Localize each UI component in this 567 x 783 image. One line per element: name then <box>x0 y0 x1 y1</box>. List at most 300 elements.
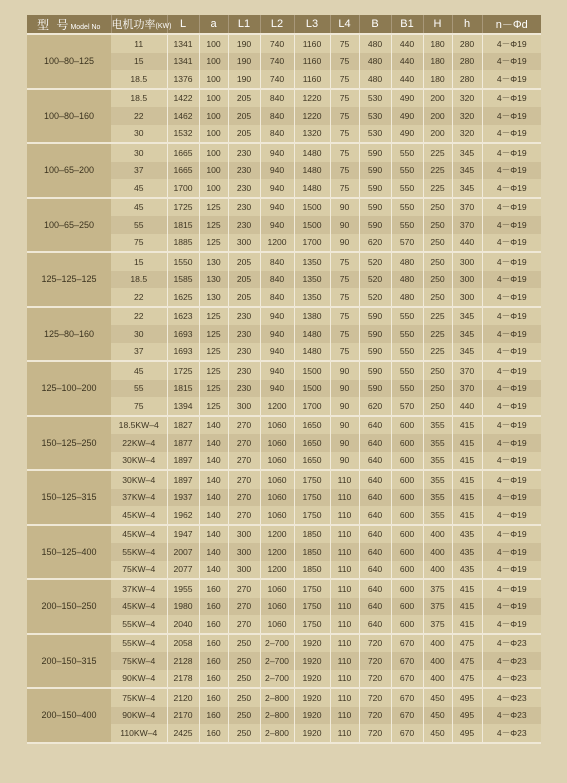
value-cell: 75 <box>330 252 359 271</box>
value-cell: 4－Φ19 <box>482 615 541 634</box>
value-cell: 2058 <box>167 634 199 653</box>
value-cell: 840 <box>260 125 294 144</box>
value-cell: 475 <box>452 670 482 689</box>
value-cell: 160 <box>199 634 228 653</box>
motor-power-cell: 30 <box>111 125 167 144</box>
value-cell: 75 <box>330 70 359 89</box>
table-row <box>27 634 541 653</box>
value-cell: 140 <box>199 416 228 435</box>
motor-power-cell: 22KW–4 <box>111 434 167 452</box>
value-cell: 1060 <box>260 416 294 435</box>
value-cell: 600 <box>391 615 423 634</box>
value-cell: 100 <box>199 70 228 89</box>
value-cell: 440 <box>391 34 423 53</box>
value-cell: 1665 <box>167 162 199 180</box>
value-cell: 320 <box>452 89 482 108</box>
value-cell: 370 <box>452 380 482 398</box>
value-cell: 110 <box>330 688 359 707</box>
value-cell: 370 <box>452 361 482 380</box>
value-cell: 600 <box>391 489 423 507</box>
value-cell: 550 <box>391 343 423 362</box>
value-cell: 640 <box>359 561 391 580</box>
value-cell: 620 <box>359 397 391 416</box>
value-cell: 100 <box>199 34 228 53</box>
header-B1: B1 <box>391 15 423 34</box>
motor-power-cell: 45 <box>111 198 167 217</box>
value-cell: 345 <box>452 143 482 162</box>
value-cell: 1500 <box>294 216 330 234</box>
value-cell: 300 <box>228 234 260 253</box>
header-model-sub: Model No <box>70 23 101 31</box>
value-cell: 75 <box>330 143 359 162</box>
value-cell: 520 <box>359 252 391 271</box>
value-cell: 270 <box>228 416 260 435</box>
spec-table-container <box>27 15 541 744</box>
value-cell: 1920 <box>294 634 330 653</box>
value-cell: 250 <box>228 652 260 670</box>
value-cell: 205 <box>228 271 260 289</box>
value-cell: 320 <box>452 107 482 125</box>
value-cell: 550 <box>391 361 423 380</box>
value-cell: 160 <box>199 688 228 707</box>
value-cell: 110 <box>330 652 359 670</box>
value-cell: 550 <box>391 307 423 326</box>
table-row <box>27 307 541 326</box>
value-cell: 200 <box>423 125 452 144</box>
motor-power-cell: 37 <box>111 343 167 362</box>
value-cell: 415 <box>452 470 482 489</box>
value-cell: 100 <box>199 107 228 125</box>
value-cell: 375 <box>423 579 452 598</box>
value-cell: 140 <box>199 470 228 489</box>
value-cell: 1480 <box>294 162 330 180</box>
value-cell: 300 <box>228 561 260 580</box>
value-cell: 75 <box>330 271 359 289</box>
value-cell: 125 <box>199 343 228 362</box>
value-cell: 1750 <box>294 579 330 598</box>
value-cell: 1462 <box>167 107 199 125</box>
value-cell: 355 <box>423 506 452 525</box>
value-cell: 1200 <box>260 525 294 544</box>
value-cell: 300 <box>452 252 482 271</box>
header-H: H <box>423 15 452 34</box>
value-cell: 740 <box>260 53 294 71</box>
value-cell: 205 <box>228 288 260 307</box>
value-cell: 140 <box>199 543 228 561</box>
value-cell: 90 <box>330 361 359 380</box>
value-cell: 2–800 <box>260 707 294 725</box>
value-cell: 1962 <box>167 506 199 525</box>
value-cell: 110 <box>330 506 359 525</box>
motor-power-cell: 90KW–4 <box>111 707 167 725</box>
value-cell: 230 <box>228 198 260 217</box>
value-cell: 450 <box>423 707 452 725</box>
motor-power-cell: 18.5KW–4 <box>111 416 167 435</box>
value-cell: 840 <box>260 252 294 271</box>
value-cell: 440 <box>391 70 423 89</box>
value-cell: 1827 <box>167 416 199 435</box>
model-number-cell: 100–80–160 <box>27 89 111 144</box>
value-cell: 125 <box>199 397 228 416</box>
value-cell: 1220 <box>294 89 330 108</box>
motor-power-cell: 55 <box>111 380 167 398</box>
value-cell: 640 <box>359 489 391 507</box>
value-cell: 110 <box>330 470 359 489</box>
value-cell: 450 <box>423 688 452 707</box>
motor-power-cell: 18.5 <box>111 271 167 289</box>
value-cell: 1422 <box>167 89 199 108</box>
value-cell: 720 <box>359 724 391 743</box>
table-row <box>27 688 541 707</box>
value-cell: 600 <box>391 434 423 452</box>
value-cell: 1350 <box>294 252 330 271</box>
value-cell: 4－Φ19 <box>482 561 541 580</box>
motor-power-cell: 18.5 <box>111 89 167 108</box>
value-cell: 1500 <box>294 361 330 380</box>
value-cell: 1060 <box>260 489 294 507</box>
value-cell: 1480 <box>294 343 330 362</box>
header-power-sub: (KW) <box>155 23 172 30</box>
value-cell: 4－Φ23 <box>482 634 541 653</box>
value-cell: 250 <box>423 397 452 416</box>
motor-power-cell: 75KW–4 <box>111 688 167 707</box>
value-cell: 4－Φ19 <box>482 434 541 452</box>
value-cell: 640 <box>359 579 391 598</box>
header-h: h <box>452 15 482 34</box>
value-cell: 940 <box>260 179 294 198</box>
value-cell: 90 <box>330 434 359 452</box>
value-cell: 75 <box>330 288 359 307</box>
value-cell: 1650 <box>294 434 330 452</box>
value-cell: 375 <box>423 598 452 616</box>
value-cell: 1060 <box>260 452 294 471</box>
value-cell: 225 <box>423 343 452 362</box>
motor-power-cell: 90KW–4 <box>111 670 167 689</box>
value-cell: 125 <box>199 216 228 234</box>
value-cell: 4－Φ23 <box>482 652 541 670</box>
value-cell: 4－Φ19 <box>482 252 541 271</box>
value-cell: 225 <box>423 162 452 180</box>
value-cell: 720 <box>359 670 391 689</box>
value-cell: 720 <box>359 707 391 725</box>
value-cell: 125 <box>199 198 228 217</box>
model-number-cell: 100–80–125 <box>27 34 111 89</box>
value-cell: 4－Φ19 <box>482 271 541 289</box>
value-cell: 4－Φ19 <box>482 107 541 125</box>
value-cell: 4－Φ23 <box>482 707 541 725</box>
value-cell: 1480 <box>294 325 330 343</box>
value-cell: 1750 <box>294 470 330 489</box>
value-cell: 4－Φ19 <box>482 343 541 362</box>
value-cell: 2077 <box>167 561 199 580</box>
value-cell: 100 <box>199 89 228 108</box>
value-cell: 600 <box>391 525 423 544</box>
motor-power-cell: 22 <box>111 107 167 125</box>
value-cell: 2178 <box>167 670 199 689</box>
value-cell: 270 <box>228 579 260 598</box>
value-cell: 225 <box>423 179 452 198</box>
value-cell: 1060 <box>260 470 294 489</box>
value-cell: 1700 <box>294 397 330 416</box>
value-cell: 205 <box>228 107 260 125</box>
value-cell: 670 <box>391 707 423 725</box>
value-cell: 250 <box>423 271 452 289</box>
motor-power-cell: 30 <box>111 143 167 162</box>
value-cell: 740 <box>260 70 294 89</box>
value-cell: 230 <box>228 179 260 198</box>
value-cell: 270 <box>228 470 260 489</box>
value-cell: 205 <box>228 125 260 144</box>
value-cell: 4－Φ19 <box>482 380 541 398</box>
value-cell: 1700 <box>294 234 330 253</box>
motor-power-cell: 45KW–4 <box>111 598 167 616</box>
motor-power-cell: 30KW–4 <box>111 452 167 471</box>
motor-power-cell: 75 <box>111 234 167 253</box>
value-cell: 4－Φ19 <box>482 470 541 489</box>
value-cell: 1693 <box>167 325 199 343</box>
value-cell: 280 <box>452 34 482 53</box>
value-cell: 345 <box>452 179 482 198</box>
value-cell: 1200 <box>260 561 294 580</box>
value-cell: 90 <box>330 452 359 471</box>
value-cell: 530 <box>359 89 391 108</box>
value-cell: 140 <box>199 452 228 471</box>
value-cell: 205 <box>228 89 260 108</box>
value-cell: 1937 <box>167 489 199 507</box>
table-row <box>27 361 541 380</box>
value-cell: 4－Φ19 <box>482 506 541 525</box>
value-cell: 355 <box>423 416 452 435</box>
value-cell: 90 <box>330 234 359 253</box>
value-cell: 550 <box>391 198 423 217</box>
value-cell: 90 <box>330 397 359 416</box>
value-cell: 110 <box>330 670 359 689</box>
motor-power-cell: 55KW–4 <box>111 543 167 561</box>
motor-power-cell: 110KW–4 <box>111 724 167 743</box>
table-row <box>27 470 541 489</box>
value-cell: 4－Φ19 <box>482 452 541 471</box>
value-cell: 230 <box>228 343 260 362</box>
header-L3: L3 <box>294 15 330 34</box>
value-cell: 1750 <box>294 506 330 525</box>
value-cell: 435 <box>452 561 482 580</box>
value-cell: 370 <box>452 216 482 234</box>
value-cell: 1320 <box>294 125 330 144</box>
value-cell: 1220 <box>294 107 330 125</box>
motor-power-cell: 45 <box>111 179 167 198</box>
value-cell: 125 <box>199 307 228 326</box>
table-row <box>27 579 541 598</box>
value-cell: 4－Φ23 <box>482 724 541 743</box>
value-cell: 190 <box>228 34 260 53</box>
value-cell: 355 <box>423 470 452 489</box>
value-cell: 140 <box>199 489 228 507</box>
value-cell: 450 <box>423 724 452 743</box>
value-cell: 300 <box>228 525 260 544</box>
value-cell: 590 <box>359 143 391 162</box>
value-cell: 140 <box>199 506 228 525</box>
value-cell: 100 <box>199 162 228 180</box>
value-cell: 250 <box>423 288 452 307</box>
value-cell: 375 <box>423 615 452 634</box>
value-cell: 415 <box>452 452 482 471</box>
value-cell: 4－Φ23 <box>482 688 541 707</box>
value-cell: 620 <box>359 234 391 253</box>
value-cell: 590 <box>359 343 391 362</box>
value-cell: 1725 <box>167 361 199 380</box>
value-cell: 1060 <box>260 579 294 598</box>
value-cell: 4－Φ19 <box>482 216 541 234</box>
value-cell: 1920 <box>294 707 330 725</box>
value-cell: 280 <box>452 53 482 71</box>
value-cell: 180 <box>423 53 452 71</box>
value-cell: 640 <box>359 598 391 616</box>
value-cell: 250 <box>423 252 452 271</box>
table-row <box>27 416 541 435</box>
value-cell: 4－Φ19 <box>482 53 541 71</box>
value-cell: 435 <box>452 525 482 544</box>
value-cell: 940 <box>260 343 294 362</box>
value-cell: 4－Φ19 <box>482 325 541 343</box>
value-cell: 490 <box>391 89 423 108</box>
value-cell: 1380 <box>294 307 330 326</box>
value-cell: 160 <box>199 670 228 689</box>
value-cell: 225 <box>423 325 452 343</box>
value-cell: 940 <box>260 198 294 217</box>
value-cell: 2007 <box>167 543 199 561</box>
value-cell: 250 <box>228 688 260 707</box>
value-cell: 110 <box>330 543 359 561</box>
value-cell: 4－Φ19 <box>482 143 541 162</box>
value-cell: 2–700 <box>260 652 294 670</box>
header-power-main: 电机功率 <box>111 19 156 31</box>
value-cell: 1897 <box>167 470 199 489</box>
value-cell: 740 <box>260 34 294 53</box>
value-cell: 1532 <box>167 125 199 144</box>
table-header <box>27 15 541 34</box>
value-cell: 940 <box>260 307 294 326</box>
value-cell: 125 <box>199 234 228 253</box>
motor-power-cell: 75KW–4 <box>111 652 167 670</box>
value-cell: 225 <box>423 143 452 162</box>
value-cell: 1500 <box>294 380 330 398</box>
header-L1: L1 <box>228 15 260 34</box>
model-number-cell: 200–150–315 <box>27 634 111 689</box>
value-cell: 590 <box>359 198 391 217</box>
value-cell: 1341 <box>167 53 199 71</box>
motor-power-cell: 45KW–4 <box>111 506 167 525</box>
value-cell: 100 <box>199 179 228 198</box>
value-cell: 75 <box>330 125 359 144</box>
motor-power-cell: 22 <box>111 288 167 307</box>
value-cell: 280 <box>452 70 482 89</box>
value-cell: 1947 <box>167 525 199 544</box>
value-cell: 480 <box>359 34 391 53</box>
value-cell: 300 <box>452 271 482 289</box>
header-motor-power <box>111 15 172 34</box>
value-cell: 600 <box>391 506 423 525</box>
value-cell: 840 <box>260 271 294 289</box>
model-number-cell: 200–150–250 <box>27 579 111 634</box>
value-cell: 270 <box>228 615 260 634</box>
value-cell: 570 <box>391 397 423 416</box>
value-cell: 640 <box>359 543 391 561</box>
value-cell: 300 <box>452 288 482 307</box>
value-cell: 475 <box>452 652 482 670</box>
value-cell: 4－Φ19 <box>482 198 541 217</box>
value-cell: 415 <box>452 489 482 507</box>
value-cell: 1623 <box>167 307 199 326</box>
value-cell: 160 <box>199 707 228 725</box>
value-cell: 590 <box>359 361 391 380</box>
value-cell: 400 <box>423 634 452 653</box>
value-cell: 345 <box>452 162 482 180</box>
value-cell: 2–800 <box>260 724 294 743</box>
motor-power-cell: 18.5 <box>111 70 167 89</box>
value-cell: 1897 <box>167 452 199 471</box>
value-cell: 2425 <box>167 724 199 743</box>
value-cell: 590 <box>359 162 391 180</box>
value-cell: 2170 <box>167 707 199 725</box>
motor-power-cell: 30 <box>111 325 167 343</box>
value-cell: 640 <box>359 525 391 544</box>
value-cell: 130 <box>199 271 228 289</box>
value-cell: 205 <box>228 252 260 271</box>
value-cell: 1815 <box>167 380 199 398</box>
value-cell: 300 <box>228 543 260 561</box>
value-cell: 550 <box>391 143 423 162</box>
value-cell: 400 <box>423 543 452 561</box>
value-cell: 1885 <box>167 234 199 253</box>
value-cell: 75 <box>330 179 359 198</box>
value-cell: 1850 <box>294 543 330 561</box>
value-cell: 670 <box>391 724 423 743</box>
value-cell: 4－Φ19 <box>482 525 541 544</box>
value-cell: 640 <box>359 615 391 634</box>
value-cell: 440 <box>452 234 482 253</box>
value-cell: 75 <box>330 53 359 71</box>
header-model-main: 型 号 <box>37 17 71 32</box>
value-cell: 550 <box>391 216 423 234</box>
model-number-cell: 125–125–125 <box>27 252 111 307</box>
value-cell: 2040 <box>167 615 199 634</box>
model-number-cell: 125–80–160 <box>27 307 111 362</box>
value-cell: 530 <box>359 107 391 125</box>
value-cell: 1394 <box>167 397 199 416</box>
value-cell: 345 <box>452 307 482 326</box>
value-cell: 600 <box>391 561 423 580</box>
value-cell: 4－Φ19 <box>482 234 541 253</box>
value-cell: 600 <box>391 598 423 616</box>
value-cell: 4－Φ23 <box>482 670 541 689</box>
value-cell: 1850 <box>294 561 330 580</box>
value-cell: 570 <box>391 234 423 253</box>
value-cell: 75 <box>330 343 359 362</box>
value-cell: 720 <box>359 652 391 670</box>
value-cell: 370 <box>452 198 482 217</box>
value-cell: 1341 <box>167 34 199 53</box>
value-cell: 4－Φ19 <box>482 162 541 180</box>
table-row <box>27 143 541 162</box>
value-cell: 490 <box>391 125 423 144</box>
value-cell: 1480 <box>294 179 330 198</box>
motor-power-cell: 75KW–4 <box>111 561 167 580</box>
value-cell: 180 <box>423 70 452 89</box>
value-cell: 110 <box>330 598 359 616</box>
value-cell: 345 <box>452 343 482 362</box>
value-cell: 230 <box>228 361 260 380</box>
value-cell: 1625 <box>167 288 199 307</box>
